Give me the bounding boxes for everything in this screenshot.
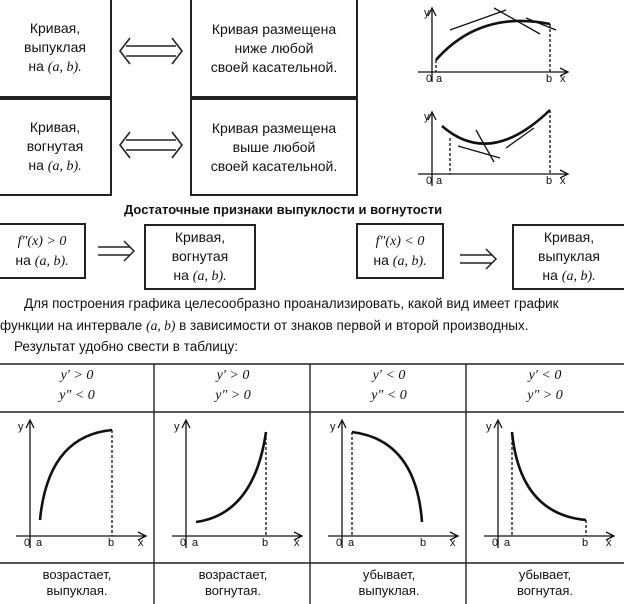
y-label: y [424, 7, 430, 19]
y-label: y [18, 421, 24, 433]
y-label: y [424, 111, 430, 123]
a-label: a [436, 73, 443, 85]
y-label: y [486, 421, 492, 433]
col-2-monotonicity: возрастает, [198, 567, 268, 582]
convex-label-3: на [28, 58, 44, 74]
curve-increasing-concave [196, 432, 266, 522]
condition-negative-prefix: на [373, 251, 389, 268]
convex-tangent-graph [410, 4, 580, 84]
col-4-footer [470, 567, 620, 599]
concave-property-box [190, 98, 358, 196]
y-label: y [174, 421, 180, 433]
y-label: y [330, 421, 336, 433]
curve-increasing-convex [40, 430, 112, 520]
col-3-second-derivative: y″ < 0 [371, 388, 407, 403]
b-label: b [420, 537, 427, 549]
zero-label: 0 [24, 537, 31, 549]
graph-decreasing-concave [474, 418, 622, 550]
col-2-convexity: вогнутая. [204, 583, 262, 598]
result-convex-box [512, 224, 624, 290]
concave-prop-1: Кривая размещена [211, 119, 337, 136]
zero-label: 0 [492, 537, 499, 549]
convex-curve [436, 21, 550, 60]
paragraph-line-1: Для построения графика целесообразно проанализировать, какой вид имеет график [24, 296, 559, 311]
a-label: a [192, 537, 199, 549]
result-concave-2: вогнутая [171, 248, 229, 264]
paragraph-line-2 [0, 318, 529, 334]
result-convex-2: выпуклая [538, 248, 600, 264]
x-label: x [294, 537, 300, 549]
col-4-convexity: вогнутая. [516, 583, 574, 598]
zero-label: 0 [336, 537, 343, 549]
col-2-header [158, 366, 308, 406]
a-label: a [436, 175, 443, 187]
convex-label-1: Кривая, [29, 20, 81, 36]
paragraph-line-2-pre: функции на интервале [0, 318, 143, 333]
curve-decreasing-concave [512, 432, 586, 520]
b-label: b [108, 537, 115, 549]
concave-prop-3: своей касательной. [210, 157, 338, 174]
tangent-line [458, 146, 500, 158]
result-convex-3: на [542, 267, 558, 283]
x-label: x [138, 537, 144, 549]
concave-prop-2: выше любой [232, 138, 316, 155]
convex-prop-2: ниже любой [234, 39, 314, 56]
b-label: b [582, 537, 589, 549]
section-title: Достаточные признаки выпуклости и вогнутости [124, 202, 443, 217]
a-label: a [348, 537, 355, 549]
x-label: x [450, 537, 456, 549]
result-concave-1: Кривая, [174, 229, 226, 245]
implies-arrow-1 [96, 240, 136, 262]
paragraph-line-2-interval: (a, b) [146, 318, 176, 333]
concave-definition-box [0, 98, 112, 196]
col-3-first-derivative: y′ < 0 [372, 368, 406, 383]
col-2-first-derivative: y′ > 0 [216, 368, 250, 383]
col-3-header [314, 366, 464, 406]
concave-label-2: вогнутая [26, 138, 84, 154]
tangent-line [450, 10, 506, 30]
graph-decreasing-convex [318, 418, 466, 550]
col-2-second-derivative: y″ > 0 [215, 388, 251, 403]
col-4-second-derivative: y″ > 0 [527, 388, 563, 403]
concave-label-3: на [28, 157, 44, 173]
col-1-first-derivative: y′ > 0 [60, 368, 94, 383]
col-3-footer [314, 567, 464, 599]
result-convex-interval: (a, b). [561, 269, 596, 284]
a-label: a [504, 537, 511, 549]
graph-increasing-concave [162, 418, 310, 550]
convex-prop-1: Кривая размещена [211, 20, 337, 37]
concave-curve [442, 110, 550, 144]
concave-tangent-graph [410, 108, 580, 188]
zero-label: 0 [426, 73, 433, 85]
result-concave-interval: (a, b). [192, 269, 227, 284]
equivalence-arrow-2 [118, 130, 184, 160]
result-convex-1: Кривая, [543, 229, 595, 245]
convex-property-box [190, 0, 358, 98]
b-label: b [546, 73, 553, 85]
convex-prop-3: своей касательной. [210, 58, 338, 75]
zero-label: 0 [180, 537, 187, 549]
condition-positive-expr: f″(x) > 0 [17, 233, 67, 249]
x-label: x [560, 73, 566, 85]
col-1-monotonicity: возрастает, [42, 567, 112, 582]
concave-interval: (a, b). [47, 159, 82, 174]
col-3-convexity: выпуклая. [358, 583, 420, 598]
concave-label-1: Кривая, [29, 119, 81, 135]
a-label: a [36, 537, 43, 549]
paragraph-line-2-post: в зависимости от знаков первой и второй производных. [179, 318, 529, 333]
zero-label: 0 [426, 175, 433, 187]
convex-definition-box [0, 0, 112, 98]
condition-negative-expr: f″(x) < 0 [375, 233, 425, 249]
col-1-second-derivative: y″ < 0 [59, 388, 95, 403]
convex-label-2: выпуклая [24, 39, 86, 55]
col-1-header [2, 366, 152, 406]
col-1-footer [2, 567, 152, 599]
result-concave-3: на [173, 267, 189, 283]
result-concave-box [144, 224, 256, 290]
condition-negative-interval: (a, b). [392, 253, 427, 269]
y-axis [428, 8, 436, 82]
implies-arrow-2 [458, 248, 498, 270]
col-2-footer [158, 567, 308, 599]
graph-increasing-convex [6, 418, 154, 550]
col-4-header [470, 366, 620, 406]
x-label: x [560, 175, 566, 187]
col-4-monotonicity: убывает, [518, 567, 572, 582]
convex-interval: (a, b). [47, 60, 82, 75]
condition-positive-prefix: на [15, 251, 31, 268]
b-label: b [262, 537, 269, 549]
col-1-convexity: выпуклая. [46, 583, 108, 598]
condition-positive-box [0, 223, 86, 279]
x-label: x [606, 537, 612, 549]
b-label: b [546, 175, 553, 187]
col-4-first-derivative: y′ < 0 [528, 368, 562, 383]
curve-decreasing-convex [352, 432, 422, 522]
condition-positive-interval: (a, b). [34, 253, 69, 269]
equivalence-arrow-1 [118, 36, 184, 66]
tangent-line [476, 130, 494, 162]
col-3-monotonicity: убывает, [362, 567, 416, 582]
condition-negative-box [356, 223, 444, 279]
paragraph-line-3: Результат удобно свести в таблицу: [14, 339, 239, 354]
